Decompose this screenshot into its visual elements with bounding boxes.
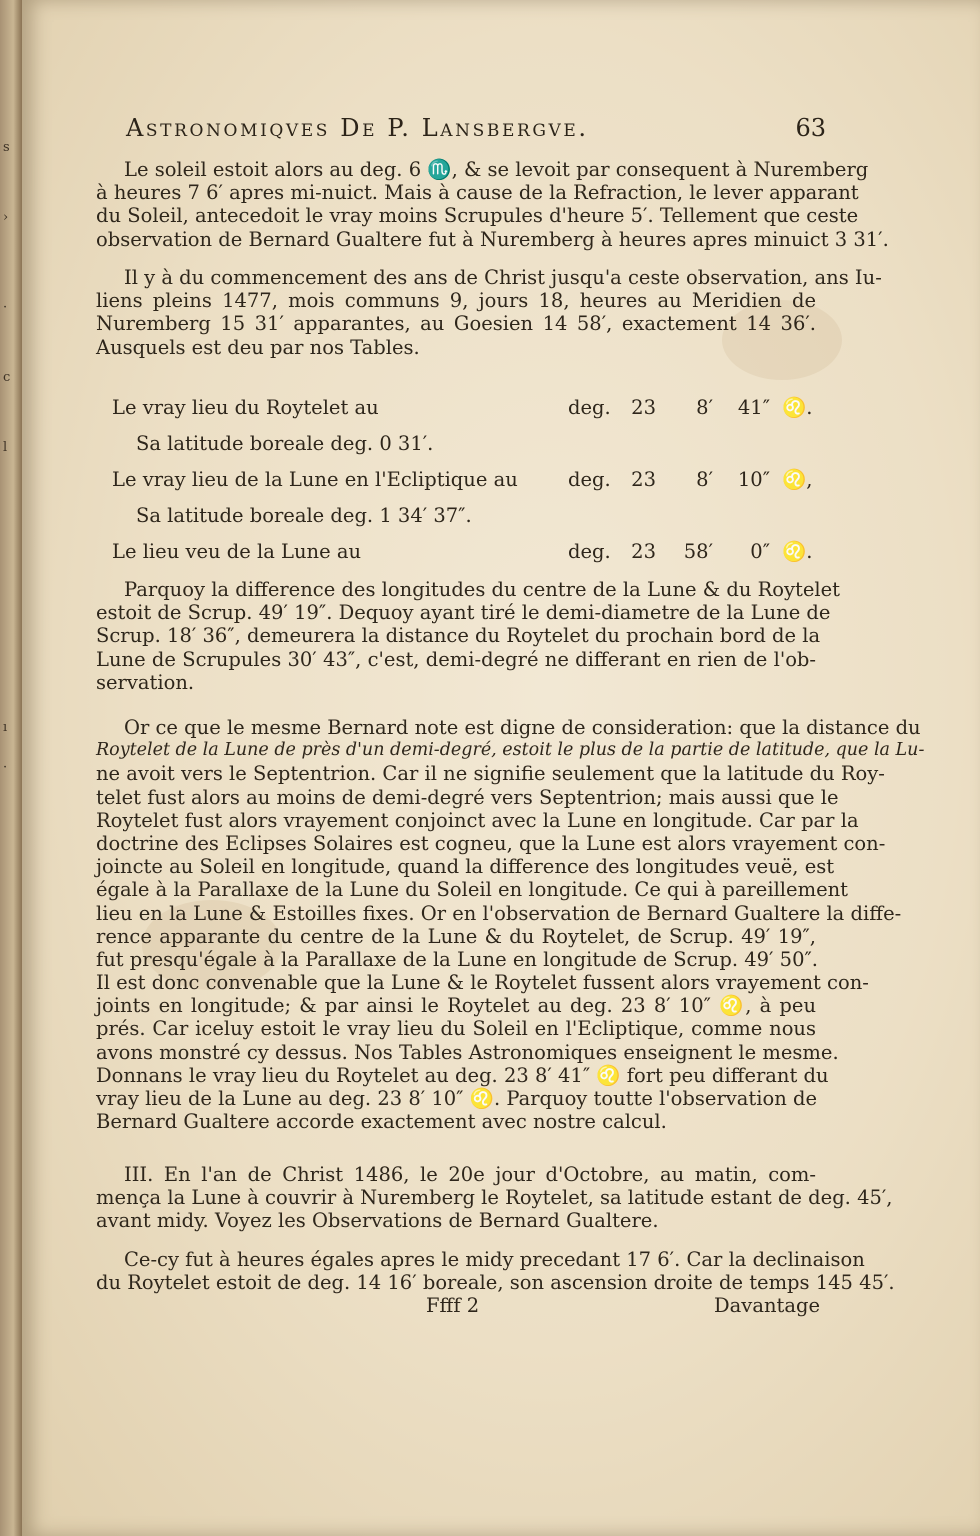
row-minutes: 58′	[683, 540, 713, 563]
text-line: du Soleil, antecedoit le vray moins Scrupules d'heure 5′. Tellement que ceste	[96, 204, 859, 228]
text-line: telet fust alors au moins de demi-degré vers Septentrion; mais aussi que le	[96, 785, 839, 809]
text-line: égale à la Parallaxe de la Lune du Soleil en longitude. Ce qui à pareillement	[96, 878, 849, 902]
text-line: observation de Bernard Gualtere fut à Nuremberg à heures apres minuict 3 31′.	[96, 227, 889, 251]
text-line: avant midy. Voyez les Observations de Bernard Gualtere.	[96, 1209, 659, 1233]
text-line: du Roytelet estoit de deg. 14 16′ boreale, son ascension droite de temps 145 45′.	[96, 1271, 895, 1295]
text-line: avons monstré cy dessus. Nos Tables Astronomiques enseignent le mesme.	[96, 1040, 839, 1064]
row-seconds: 10″	[737, 468, 770, 491]
leo-sign: ♌.	[782, 396, 813, 419]
text-line: servation.	[96, 670, 195, 694]
paragraph-1	[96, 158, 889, 251]
table-row	[96, 462, 821, 498]
paragraph-4	[96, 716, 925, 1134]
text-line: Il est donc convenable que la Lune & le Roytelet fussent alors vrayement con-	[96, 971, 869, 995]
row-minutes: 8′	[696, 396, 713, 419]
page-number: 63	[795, 114, 826, 142]
text-line: Parquoy la difference des longitudes du centre de la Lune & du Roytelet	[124, 578, 841, 601]
text-line: Bernard Gualtere accorde exactement avec nostre calcul.	[96, 1110, 667, 1134]
text-line: mença la Lune à couvrir à Nuremberg le Roytelet, sa latitude estant de deg. 45′,	[96, 1186, 893, 1210]
text-line: lieu en la Lune & Estoilles fixes. Or en l'observation de Bernard Gualtere la diffe-	[96, 901, 902, 925]
text-line: III. En l'an de Christ 1486, le 20e jour d'Octobre, au matin, com-	[124, 1163, 816, 1186]
table-row	[96, 390, 821, 426]
text-line: Il y à du commencement des ans de Christ jusqu'a ceste observation, ans Iu-	[124, 266, 882, 289]
text-line: Nuremberg 15 31′ apparantes, au Goesien 14 58′, exactement 14 36′.	[96, 312, 816, 336]
text-line: rence apparante du centre de la Lune & du Roytelet, de Scrup. 49′ 19″,	[96, 924, 816, 948]
row-degrees: 23	[631, 468, 656, 491]
paragraph-2	[96, 266, 882, 359]
text-line: Donnans le vray lieu du Roytelet au deg. 23 8′ 41″ ♌ fort peu differant du	[96, 1063, 829, 1087]
row-unit: deg.	[568, 540, 611, 563]
table-row	[96, 426, 821, 462]
table-row	[96, 534, 821, 570]
text-line: ne avoit vers le Septentrion. Car il ne signifie seulement que la latitude du Roy-	[96, 762, 885, 786]
text-line: prés. Car iceluy estoit le vray lieu du Soleil en l'Ecliptique, comme nous	[96, 1017, 816, 1041]
paragraph-6	[96, 1248, 895, 1295]
text-line: Roytelet fust alors vrayement conjoinct avec la Lune en longitude. Car par la	[96, 808, 859, 832]
table-row	[96, 498, 821, 534]
previous-page-edge: s › · c l ı ·	[0, 0, 22, 1536]
positions-table	[96, 390, 821, 570]
row-unit: deg.	[568, 468, 611, 491]
row-seconds: 0″	[750, 540, 770, 563]
row-unit: deg.	[568, 396, 611, 419]
page-footer	[426, 1294, 820, 1320]
text-line: estoit de Scrup. 49′ 19″. Dequoy ayant tiré le demi-diametre de la Lune de	[96, 601, 831, 625]
paragraph-3	[96, 578, 841, 694]
catchword: Davantage	[714, 1294, 820, 1317]
text-line: vray lieu de la Lune au deg. 23 8′ 10″ ♌. Parquoy toutte l'observation de	[96, 1087, 817, 1110]
row-label: Le vray lieu de la Lune en l'Ecliptique au	[112, 468, 518, 491]
text-line: Roytelet de la Lune de près d'un demi-degré, estoit le plus de la partie de latitude, que la Lu-	[96, 740, 925, 761]
text-line: Lune de Scrupules 30′ 43″, c'est, demi-degré ne differant en rien de l'ob-	[96, 647, 816, 671]
row-minutes: 8′	[696, 468, 713, 491]
text-line: fut presqu'égale à la Parallaxe de la Lune en longitude de Scrup. 49′ 50″.	[96, 947, 818, 971]
row-label: Sa latitude boreale deg. 0 31′.	[136, 432, 434, 455]
row-label: Sa latitude boreale deg. 1 34′ 37″.	[136, 504, 472, 527]
text-line: Ce-cy fut à heures égales apres le midy precedant 17 6′. Car la declinaison	[124, 1248, 865, 1271]
page-header	[126, 112, 826, 152]
signature-mark: Ffff 2	[426, 1294, 480, 1317]
row-label: Le lieu veu de la Lune au	[112, 540, 362, 563]
text-line: liens pleins 1477, mois communs 9, jours 18, heures au Meridien de	[96, 289, 816, 313]
leo-sign: ♌.	[782, 540, 813, 563]
text-line: à heures 7 6′ apres mi-nuict. Mais à cause de la Refraction, le lever apparant	[96, 181, 859, 205]
text-line: doctrine des Eclipses Solaires est cogneu, que la Lune est alors vrayement con-	[96, 831, 886, 855]
text-line: joincte au Soleil en longitude, quand la difference des longitudes veuë, est	[96, 855, 835, 879]
leo-sign: ♌,	[782, 468, 813, 491]
running-head: Astronomiqves De P. Lansbergve.	[126, 114, 589, 142]
text-line: joints en longitude; & par ainsi le Roytelet au deg. 23 8′ 10″ ♌, à peu	[96, 994, 816, 1018]
text-line: Ausquels est deu par nos Tables.	[96, 335, 420, 359]
text-line: Scrup. 18′ 36″, demeurera la distance du Roytelet du prochain bord de la	[96, 624, 821, 648]
row-seconds: 41″	[737, 396, 770, 419]
text-line: Or ce que le mesme Bernard note est digne de consideration: que la distance du	[124, 716, 921, 739]
row-degrees: 23	[631, 396, 656, 419]
row-degrees: 23	[631, 540, 656, 563]
row-label: Le vray lieu du Roytelet au	[112, 396, 379, 419]
text-line: Le soleil estoit alors au deg. 6 ♏, & se levoit par consequent à Nuremberg	[124, 158, 869, 181]
paragraph-5	[96, 1163, 893, 1233]
